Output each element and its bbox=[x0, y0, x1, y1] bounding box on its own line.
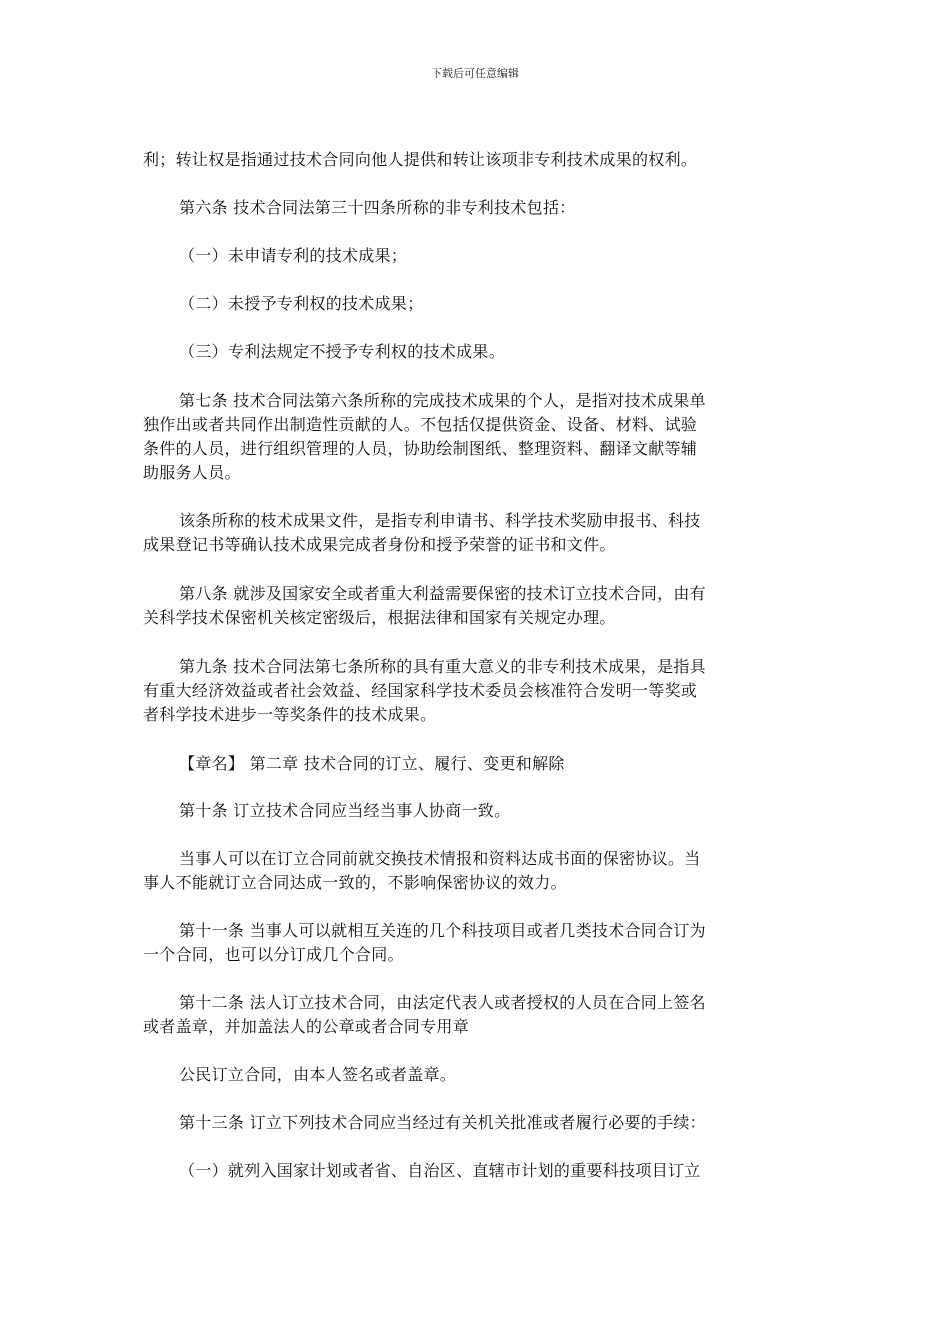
text-line: 事人不能就订立合同达成一致的，不影响保密协议的效力。 bbox=[143, 873, 567, 892]
paragraph bbox=[143, 1063, 805, 1087]
paragraph bbox=[143, 847, 805, 895]
paragraph bbox=[143, 919, 805, 967]
list-item bbox=[143, 244, 805, 268]
text-line: 第六条 技术合同法第三十四条所称的非专利技术包括： bbox=[179, 198, 576, 217]
text-line: 独作出或者共同作出制造性贡献的人。不包括仅提供资金、设备、材料、试验 bbox=[143, 415, 698, 434]
paragraph bbox=[143, 991, 805, 1039]
text-line: 该条所称的枝术成果文件，是指专利申请书、科学技术奖励申报书、科技 bbox=[179, 511, 701, 530]
paragraph bbox=[143, 799, 805, 823]
text-line: 一个合同，也可以分订成几个合同。 bbox=[143, 945, 404, 964]
text-line: 利；转让权是指通过技术合同向他人提供和转让该项非专利技术成果的权利。 bbox=[143, 150, 698, 169]
paragraph bbox=[143, 582, 805, 630]
text-line: （三）专利法规定不授予专利权的技术成果。 bbox=[179, 342, 506, 361]
text-line: 第七条 技术合同法第六条所称的完成技术成果的个人，是指对技术成果单 bbox=[179, 391, 706, 410]
paragraph bbox=[143, 196, 805, 220]
text-line: （一）就列入国家计划或者省、自治区、直辖市计划的重要科技项目订立 bbox=[179, 1161, 701, 1180]
text-line: 【章名】 第二章 技术合同的订立、履行、变更和解除 bbox=[179, 754, 565, 773]
text-line: 或者盖章，并加盖法人的公章或者合同专用章 bbox=[143, 1017, 470, 1036]
document-body bbox=[143, 148, 805, 1183]
text-line: 公民订立合同，由本人签名或者盖章。 bbox=[179, 1065, 457, 1084]
text-line: 者科学技术进步一等奖条件的技术成果。 bbox=[143, 705, 437, 724]
chapter-heading bbox=[143, 752, 805, 776]
list-item bbox=[143, 1159, 805, 1183]
text-line: （二）未授予专利权的技术成果； bbox=[179, 294, 424, 313]
text-line: 第九条 技术合同法第七条所称的具有重大意义的非专利技术成果，是指具 bbox=[179, 657, 706, 676]
text-line: 当事人可以在订立合同前就交换技术情报和资料达成书面的保密协议。当 bbox=[179, 849, 701, 868]
paragraph bbox=[143, 509, 805, 557]
paragraph bbox=[143, 655, 805, 727]
page-header: 下载后可任意编辑 bbox=[431, 67, 519, 80]
text-line: 有重大经济效益或者社会效益、经国家科学技术委员会核准符合发明一等奖或 bbox=[143, 681, 698, 700]
list-item bbox=[143, 340, 805, 364]
paragraph bbox=[143, 389, 805, 485]
text-line: 关科学技术保密机关核定密级后，根据法律和国家有关规定办理。 bbox=[143, 608, 616, 627]
text-line: 第八条 就涉及国家安全或者重大利益需要保密的技术订立技术合同，由有 bbox=[179, 584, 706, 603]
paragraph bbox=[143, 1111, 805, 1135]
list-item bbox=[143, 292, 805, 316]
text-line: 第十二条 法人订立技术合同，由法定代表人或者授权的人员在合同上签名 bbox=[179, 993, 706, 1012]
text-line: 助服务人员。 bbox=[143, 463, 241, 482]
text-line: 成果登记书等确认技术成果完成者身份和授予荣誉的证书和文件。 bbox=[143, 535, 616, 554]
text-line: 第十三条 订立下列技术合同应当经过有关机关批准或者履行必要的手续： bbox=[179, 1113, 706, 1132]
text-line: 第十一条 当事人可以就相互关连的几个科技项目或者几类技术合同合订为 bbox=[179, 921, 706, 940]
text-line: （一）未申请专利的技术成果； bbox=[179, 246, 408, 265]
text-line: 条件的人员，进行组织管理的人员，协助绘制图纸、整理资料、翻译文献等辅 bbox=[143, 439, 698, 458]
paragraph bbox=[143, 148, 805, 172]
text-line: 第十条 订立技术合同应当经当事人协商一致。 bbox=[179, 801, 511, 820]
